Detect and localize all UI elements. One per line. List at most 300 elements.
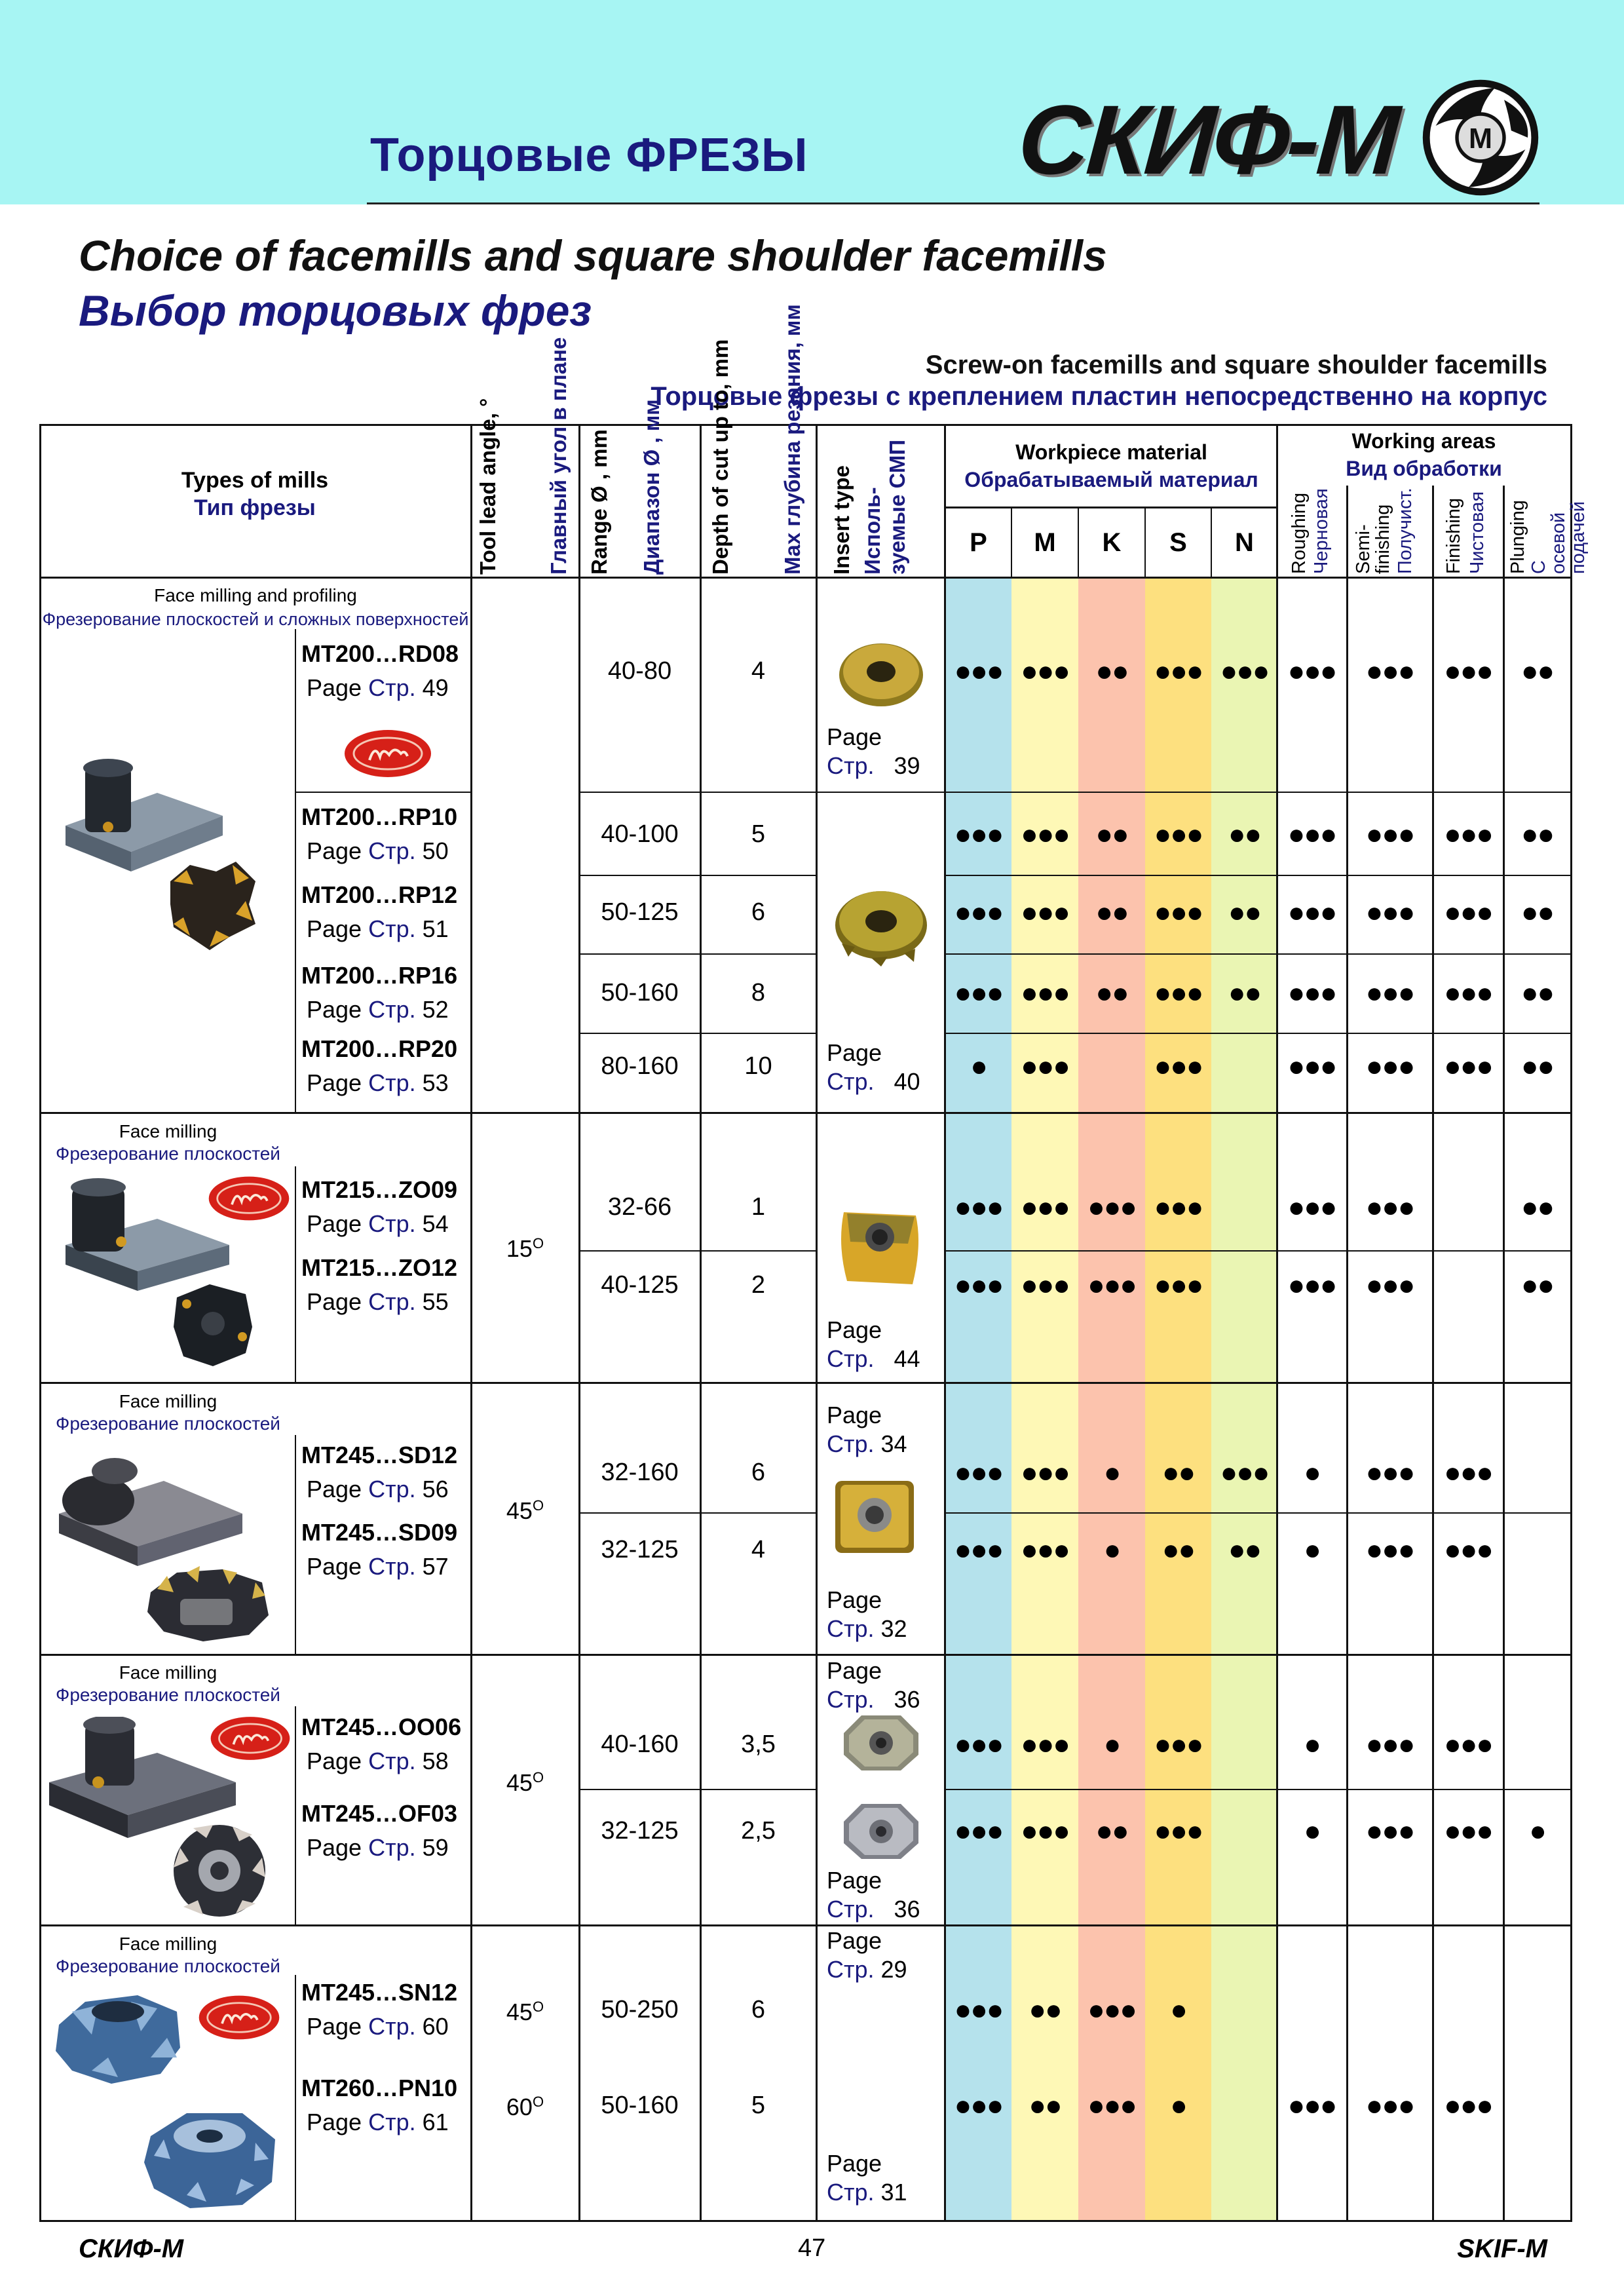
page-label-ru: Стр. (368, 1834, 416, 1861)
rating-s: ●●● (1154, 655, 1203, 687)
mill-page-ref (307, 1288, 449, 1316)
page-number-ref: 53 (422, 1069, 449, 1096)
rating-k: ●●● (1087, 2090, 1136, 2122)
page-number-ref: 49 (422, 674, 449, 701)
area-finishing-ru: Чистовая (1467, 491, 1488, 574)
page-number-ref: 54 (422, 1210, 449, 1237)
diameter-range: 40-160 (601, 1731, 679, 1758)
material-k-label: K (1102, 528, 1122, 557)
insert-page-ref-31: Page Стр. 31 (827, 2150, 907, 2206)
page-label-ru: Стр. (368, 1748, 416, 1774)
range-header-ru: Диапазон Ø , мм (639, 399, 664, 575)
rating-rough: ● (1304, 1457, 1320, 1489)
insert-of-image (839, 1799, 924, 1864)
rating-n: ●● (1228, 1534, 1261, 1566)
insert-divider (944, 424, 946, 2222)
max-depth: 4 (751, 657, 766, 685)
area-plunging-ru: С осевой подачей (1528, 501, 1589, 574)
mill-page-ref (307, 1069, 449, 1097)
area-roughing-en: Roughing (1289, 492, 1310, 574)
page-label-ru: Стр. (368, 837, 416, 864)
rating-rough: ● (1304, 1729, 1320, 1761)
rating-rough: ● (1304, 1815, 1320, 1847)
diameter-range: 32-125 (601, 1536, 679, 1563)
header-rule (39, 577, 1572, 579)
new-badge-icon (208, 1713, 292, 1764)
insert-page-ref-40: Page Стр. 40 (827, 1039, 920, 1095)
rating-m: ●●● (1021, 1534, 1069, 1566)
rating-k: ●● (1095, 818, 1128, 851)
rating-m: ●●● (1021, 1050, 1069, 1082)
mill-model: MT200…RP10 (301, 803, 458, 830)
mill-page-ref (307, 1748, 449, 1775)
rating-k: ● (1103, 1534, 1120, 1566)
row-separator (945, 1789, 1572, 1790)
group4-category-ru: Фрезерование плоскостей (56, 1685, 280, 1705)
rating-p: ●●● (954, 1191, 1003, 1223)
rating-p: ●●● (954, 1457, 1003, 1489)
group2-category-en: Face milling (119, 1121, 217, 1141)
rating-p: ●●● (954, 1729, 1003, 1761)
area-semi-ru: Получист. (1395, 488, 1416, 574)
rating-semi: ●●● (1365, 1729, 1414, 1761)
rating-k: ●● (1095, 977, 1128, 1009)
rating-k: ●● (1095, 655, 1128, 687)
rating-s: ●● (1161, 1534, 1195, 1566)
header-divider (367, 202, 1539, 204)
page-number-ref: 61 (422, 2109, 449, 2135)
range-header-en: Range Ø , mm (587, 429, 611, 575)
page-number-ref: 60 (422, 2013, 449, 2040)
rating-k: ●●● (1087, 1191, 1136, 1223)
lead-angle-row12: $45^O$ (506, 1999, 544, 2025)
material-s-label: S (1169, 528, 1187, 557)
areas-semi-divider (1432, 486, 1434, 2222)
diameter-range: 32-160 (601, 1459, 679, 1486)
rating-k: ● (1103, 1457, 1120, 1489)
page-label: Page (307, 996, 362, 1023)
rating-semi: ●●● (1365, 1050, 1414, 1082)
rating-plunge: ●● (1520, 1269, 1554, 1301)
row-separator (945, 792, 1572, 793)
page-label-ru: Стр. (368, 915, 416, 942)
rating-s: ●●● (1154, 1050, 1203, 1082)
rating-m: ●●● (1021, 1191, 1069, 1223)
table-border-left (39, 424, 41, 2222)
page-label: Page (307, 1553, 362, 1580)
mill-page-ref (307, 2013, 449, 2040)
new-badge-icon (206, 1173, 292, 1224)
rating-plunge: ●● (1520, 1050, 1554, 1082)
page-label-ru: Стр. (368, 2109, 416, 2135)
rating-rough: ●●● (1287, 1191, 1336, 1223)
page-label-ru: Стр. (368, 1210, 416, 1237)
insert-header-ru: Исполь-зуемые СМП (860, 439, 909, 575)
insert-rd-image (835, 639, 927, 711)
rating-rough: ●●● (1287, 896, 1336, 928)
table-subtitle-en: Screw-on facemills and square shoulder facemills (925, 351, 1547, 379)
row-separator (945, 1250, 1572, 1252)
rating-plunge: ●● (1520, 977, 1554, 1009)
material-n-label: N (1235, 528, 1254, 557)
page-label: Page (307, 2109, 362, 2135)
rating-p: ●●● (954, 818, 1003, 851)
page-number-ref: 51 (422, 915, 449, 942)
image-model-divider-g3 (295, 1435, 296, 1654)
page-number-ref: 52 (422, 996, 449, 1023)
mill-page-ref (307, 674, 449, 702)
row-separator (945, 1033, 1572, 1034)
rating-m: ●● (1029, 2090, 1061, 2122)
max-depth: 10 (744, 1052, 772, 1080)
page-label: Page (307, 2013, 362, 2040)
max-depth: 1 (751, 1193, 766, 1221)
page-label-ru: Стр. (368, 996, 416, 1023)
diameter-range: 50-160 (601, 979, 679, 1006)
group2-category-ru: Фрезерование плоскостей (56, 1143, 280, 1164)
area-semi-en: Semi-finishing (1353, 504, 1393, 574)
diameter-range: 32-125 (601, 1817, 679, 1845)
page-label-ru: Стр. (368, 674, 416, 701)
types-header-ru: Тип фрезы (194, 495, 316, 520)
diameter-range: 40-80 (607, 657, 672, 685)
diameter-range: 40-100 (601, 820, 679, 848)
diameter-range: 50-160 (601, 2092, 679, 2119)
rating-m: ●●● (1021, 818, 1069, 851)
header-title: Торцовые ФРЕЗЫ (370, 129, 808, 182)
insert-page-ref-44: Page Стр. 44 (827, 1316, 920, 1372)
rating-semi: ●●● (1365, 977, 1414, 1009)
mill-model: MT245…SD12 (301, 1442, 458, 1468)
rating-fin: ●●● (1444, 977, 1492, 1009)
image-model-divider-g2 (295, 1166, 296, 1382)
insert-rp-image (829, 885, 934, 970)
rating-semi: ●●● (1365, 818, 1414, 851)
rating-p: ●●● (954, 655, 1003, 687)
svg-text:M: M (1469, 123, 1492, 155)
rating-k: ●●● (1087, 1994, 1136, 2026)
page-number-ref: 56 (422, 1476, 449, 1502)
max-depth: 2,5 (741, 1817, 776, 1845)
material-p-label: P (970, 528, 987, 557)
areas-header-ru: Вид обработки (1346, 457, 1502, 480)
max-depth: 8 (751, 979, 766, 1006)
page-number-ref: 59 (422, 1834, 449, 1861)
page-number-ref: 57 (422, 1553, 449, 1580)
rating-s: ●●● (1154, 1191, 1203, 1223)
diameter-range: 32-66 (607, 1193, 672, 1221)
rating-p: ●●● (954, 1534, 1003, 1566)
new-badge-icon (197, 1992, 282, 2043)
diameter-range: 50-125 (601, 898, 679, 926)
page-label-ru: Стр. (368, 1069, 416, 1096)
area-finishing-en: Finishing (1443, 497, 1464, 574)
rating-semi: ●●● (1365, 1815, 1414, 1847)
row-separator (945, 875, 1572, 876)
image-model-divider-g5 (295, 1975, 296, 2220)
page-header (0, 0, 1624, 204)
insert-page-ref-36a: Page Стр. 36 (827, 1657, 920, 1713)
rating-m: ●●● (1021, 977, 1069, 1009)
rating-fin: ●●● (1444, 2090, 1492, 2122)
rating-semi: ●●● (1365, 655, 1414, 687)
mill-page-ref (307, 1210, 449, 1238)
insert-page-ref-34: Page Стр. 34 (827, 1402, 907, 1457)
mill-model: MT245…OF03 (301, 1800, 458, 1827)
lead-angle-row13: $60^O$ (506, 2094, 544, 2120)
brand-logo-text: СКИФ-М (1015, 85, 1401, 195)
image-model-divider-g4 (295, 1706, 296, 1924)
table-border-top (39, 424, 1572, 426)
material-header-ru: Обрабатываемый материал (964, 468, 1258, 491)
rating-m: ●●● (1021, 1457, 1069, 1489)
max-depth: 5 (751, 2092, 766, 2119)
row-separator (580, 792, 944, 793)
types-divider (470, 424, 472, 2222)
rating-p: ●●● (954, 1269, 1003, 1301)
rating-s: ●●● (1154, 818, 1203, 851)
rating-n: ●●● (1220, 655, 1269, 687)
group1-category-en: Face milling and profiling (154, 585, 357, 605)
rating-s: ● (1170, 2090, 1186, 2122)
rating-semi: ●●● (1365, 1191, 1414, 1223)
group5-category-ru: Фрезерование плоскостей (56, 1956, 280, 1976)
areas-header-en: Working areas (1351, 429, 1496, 453)
page-label: Page (307, 915, 362, 942)
mill-model: MT245…OO06 (301, 1713, 462, 1740)
page-label-ru: Стр. (368, 2013, 416, 2040)
mill-page-ref (307, 915, 449, 943)
rating-n: ●●● (1220, 1457, 1269, 1489)
rating-plunge: ●● (1520, 818, 1554, 851)
area-roughing-ru: Черновая (1311, 488, 1332, 574)
insert-page-ref-36b: Page Стр. 36 (827, 1867, 920, 1923)
rating-p: ●●● (954, 2090, 1003, 2122)
mill-page-ref (307, 1553, 449, 1580)
mill-model: MT200…RD08 (301, 640, 459, 667)
mill-model: MT215…ZO12 (301, 1254, 458, 1281)
rating-fin: ●●● (1444, 1534, 1492, 1566)
rating-semi: ●●● (1365, 1457, 1414, 1489)
material-areas-divider (1276, 424, 1278, 2222)
lead-angle-group4: $45^O$ (506, 1769, 544, 1796)
mill-page-ref (307, 996, 449, 1024)
rating-rough: ●●● (1287, 2090, 1336, 2122)
row-separator (580, 875, 816, 876)
row-separator (580, 1789, 816, 1790)
rating-semi: ●●● (1365, 2090, 1414, 2122)
table-border-right (1570, 424, 1572, 2222)
lead-divider (578, 424, 580, 2222)
mill-model: MT245…SN12 (301, 1979, 458, 2006)
areas-fin-divider (1503, 486, 1505, 2222)
rating-semi: ●●● (1365, 896, 1414, 928)
page-label: Page (307, 1834, 362, 1861)
rating-rough: ●●● (1287, 655, 1336, 687)
insert-header-en: Insert type (829, 465, 854, 575)
page-label: Page (307, 674, 362, 701)
table-subtitle-ru: Торцовые фрезы с креплением пластин непосредственно на корпус (651, 382, 1547, 411)
rating-n: ●● (1228, 818, 1261, 851)
group3-category-ru: Фрезерование плоскостей (56, 1413, 280, 1434)
rating-s: ●●● (1154, 977, 1203, 1009)
group5-category-en: Face milling (119, 1934, 217, 1954)
row-separator (295, 792, 470, 793)
rating-m: ●●● (1021, 1815, 1069, 1847)
diameter-range: 50-250 (601, 1996, 679, 2023)
rating-rough: ●●● (1287, 818, 1336, 851)
group-separator-4 (39, 1924, 1572, 1926)
diameter-range: 40-125 (601, 1271, 679, 1299)
row-separator (945, 1512, 1572, 1514)
rating-k: ●●● (1087, 1269, 1136, 1301)
rating-plunge: ●● (1520, 896, 1554, 928)
row-separator (580, 953, 816, 955)
rating-fin: ●●● (1444, 655, 1492, 687)
rating-s: ●●● (1154, 896, 1203, 928)
group4-category-en: Face milling (119, 1662, 217, 1683)
rating-fin: ●●● (1444, 1050, 1492, 1082)
depth-header-en: Depth of cut up to, mm (708, 339, 732, 575)
page-label-ru: Стр. (368, 1553, 416, 1580)
rating-rough: ●●● (1287, 977, 1336, 1009)
rating-m: ●●● (1021, 896, 1069, 928)
insert-page-ref-32: Page Стр. 32 (827, 1586, 907, 1642)
area-plunging-en: Plunging (1507, 500, 1528, 574)
mill-model: MT260…PN10 (301, 2075, 458, 2101)
footer-brand-right: SKIF-M (1457, 2234, 1547, 2263)
mill-model: MT200…RP16 (301, 962, 458, 989)
max-depth: 6 (751, 1996, 766, 2023)
page-title-ru: Выбор торцовых фрез (79, 286, 592, 335)
rating-plunge: ●● (1520, 655, 1554, 687)
rating-k: ●● (1095, 896, 1128, 928)
group1-category-ru: Фрезерование плоскостей и сложных поверхностей (42, 609, 469, 629)
insert-page-ref-29: Page Стр. 29 (827, 1927, 907, 1983)
rating-plunge: ● (1529, 1815, 1545, 1847)
lead-header-en-1: Tool lead angle, ° (476, 398, 500, 575)
rating-rough: ●●● (1287, 1050, 1336, 1082)
rating-s: ●●● (1154, 1269, 1203, 1301)
rating-fin: ●●● (1444, 1729, 1492, 1761)
rating-m: ●●● (1021, 655, 1069, 687)
row-separator (580, 1033, 816, 1034)
row-separator (580, 1250, 816, 1252)
mill-model: MT245…SD09 (301, 1519, 458, 1546)
rating-p: ●●● (954, 896, 1003, 928)
depth-divider (816, 424, 818, 2222)
row-separator (580, 1512, 816, 1514)
depth-header-ru: Max глубина резания, мм (780, 304, 804, 575)
max-depth: 2 (751, 1271, 766, 1299)
group-separator-2 (39, 1382, 1572, 1384)
rating-fin: ●●● (1444, 818, 1492, 851)
material-m-label: M (1034, 528, 1056, 557)
page-number-ref: 50 (422, 837, 449, 864)
diameter-range: 80-160 (601, 1052, 679, 1080)
types-header-en: Types of mills (181, 468, 329, 493)
page-label: Page (307, 1210, 362, 1237)
max-depth: 4 (751, 1536, 766, 1563)
rating-fin: ●●● (1444, 1457, 1492, 1489)
mill-model: MT200…RP12 (301, 881, 458, 908)
insert-page-ref-39: Page Стр. 39 (827, 723, 920, 779)
rating-p: ●●● (954, 1994, 1003, 2026)
image-model-divider-g1 (295, 629, 296, 1112)
page-label: Page (307, 1748, 362, 1774)
group3-category-en: Face milling (119, 1391, 217, 1411)
page-label: Page (307, 1288, 362, 1315)
rating-m: ●●● (1021, 1269, 1069, 1301)
mill-page-ref (307, 1834, 449, 1862)
max-depth: 5 (751, 820, 766, 848)
rating-plunge: ●● (1520, 1191, 1554, 1223)
insert-oo-image (839, 1710, 924, 1776)
rating-semi: ●●● (1365, 1269, 1414, 1301)
page-number: 47 (798, 2234, 826, 2262)
rating-p: ● (970, 1050, 987, 1082)
page-number-ref: 58 (422, 1748, 449, 1774)
page-label: Page (307, 1069, 362, 1096)
rating-p: ●●● (954, 1815, 1003, 1847)
lead-angle-group3: $45^O$ (506, 1497, 544, 1524)
rating-n: ●● (1228, 977, 1261, 1009)
insert-zo-image (831, 1206, 929, 1291)
rating-s: ●●● (1154, 1815, 1203, 1847)
max-depth: 3,5 (741, 1731, 776, 1758)
rating-m: ●●● (1021, 1729, 1069, 1761)
table-border-bottom (39, 2220, 1572, 2222)
rating-s: ● (1170, 1994, 1186, 2026)
rating-m: ●● (1029, 1994, 1061, 2026)
new-badge-icon (342, 727, 434, 780)
rating-semi: ●●● (1365, 1534, 1414, 1566)
rating-fin: ●●● (1444, 1815, 1492, 1847)
max-depth: 6 (751, 898, 766, 926)
rating-s: ●● (1161, 1457, 1195, 1489)
footer-brand-left: СКИФ-М (79, 2234, 184, 2263)
cutter-image-sd (52, 1442, 288, 1645)
material-header-en: Workpiece material (1015, 440, 1207, 464)
max-depth: 6 (751, 1459, 766, 1486)
rating-s: ●●● (1154, 1729, 1203, 1761)
rating-fin: ●●● (1444, 896, 1492, 928)
lead-header-ru: Главный угол в плане (546, 337, 571, 575)
page-number-ref: 55 (422, 1288, 449, 1315)
rating-k: ●● (1095, 1815, 1128, 1847)
rating-k: ● (1103, 1729, 1120, 1761)
range-divider (700, 424, 702, 2222)
page-label: Page (307, 1476, 362, 1502)
row-separator (945, 953, 1572, 955)
areas-rough-divider (1346, 486, 1348, 2222)
mill-model: MT215…ZO09 (301, 1176, 458, 1203)
rating-rough: ● (1304, 1534, 1320, 1566)
rating-rough: ●●● (1287, 1269, 1336, 1301)
group-separator-3 (39, 1654, 1572, 1656)
mill-page-ref (307, 2109, 449, 2136)
material-subheader-rule (945, 507, 1277, 508)
mill-page-ref (307, 1476, 449, 1503)
insert-sd-image (829, 1474, 920, 1559)
page-label: Page (307, 837, 362, 864)
page-label-ru: Стр. (368, 1476, 416, 1502)
lead-angle-group2: $15^O$ (506, 1235, 544, 1262)
cutter-image-rd-rp (59, 754, 288, 963)
rating-p: ●●● (954, 977, 1003, 1009)
group-separator-1 (39, 1112, 1572, 1114)
rating-n: ●● (1228, 896, 1261, 928)
